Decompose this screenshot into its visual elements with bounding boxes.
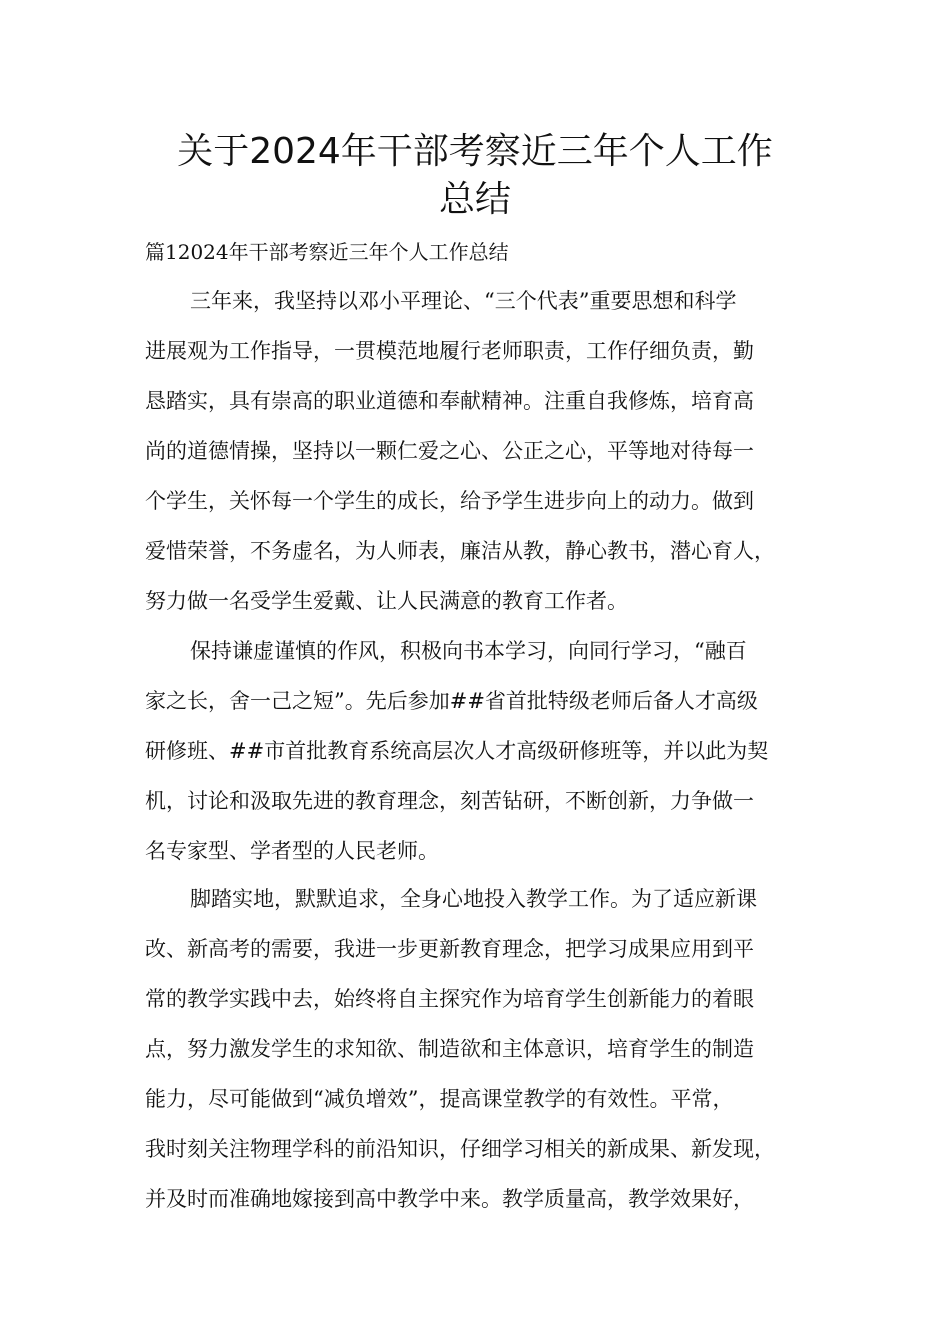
body-line: 进展观为工作指导，一贯模范地履行老师职责，工作仔细负责，勤 (145, 339, 754, 363)
body-line: 改、新高考的需要，我进一步更新教育理念，把学习成果应用到平 (145, 937, 754, 961)
body-line: 并及时而准确地嫁接到高中教学中来。教学质量高，教学效果好， (145, 1187, 754, 1211)
body-line: 三年来，我坚持以邓小平理论、“三个代表”重要思想和科学 (190, 289, 737, 313)
title-line-1: 关于2024年干部考察近三年个人工作 (177, 131, 773, 172)
body-line: 脚踏实地，默默追求，全身心地投入教学工作。为了适应新课 (190, 887, 757, 911)
body-line: 保持谦虚谨慎的作风，积极向书本学习，向同行学习，“融百 (190, 639, 747, 663)
body-line: 爱惜荣誉，不务虚名，为人师表，廉洁从教，静心教书，潜心育人， (145, 539, 775, 563)
body-line: 能力，尽可能做到“减负增效”，提高课堂教学的有效性。平常， (145, 1087, 734, 1111)
document-title (130, 128, 820, 224)
body-line: 常的教学实践中去，始终将自主探究作为培育学生创新能力的着眼 (145, 987, 754, 1011)
body-line: 研修班、##市首批教育系统高层次人才高级研修班等，并以此为契 (145, 739, 769, 763)
body-line: 个学生，关怀每一个学生的成长，给予学生进步向上的动力。做到 (145, 489, 754, 513)
body-line: 努力做一名受学生爱戴、让人民满意的教育工作者。 (145, 589, 628, 613)
title-line-2: 总结 (438, 179, 511, 220)
body-line: 机，讨论和汲取先进的教育理念，刻苦钻研，不断创新，力争做一 (145, 789, 754, 813)
body-line: 恳踏实，具有崇高的职业道德和奉献精神。注重自我修炼，培育高 (145, 389, 754, 413)
body-line: 点，努力激发学生的求知欲、制造欲和主体意识，培育学生的制造 (145, 1037, 754, 1061)
body-line: 我时刻关注物理学科的前沿知识，仔细学习相关的新成果、新发现， (145, 1137, 775, 1161)
body-line: 尚的道德情操，坚持以一颗仁爱之心、公正之心，平等地对待每一 (145, 439, 754, 463)
document-subtitle: 篇12024年干部考察近三年个人工作总结 (145, 240, 509, 264)
body-line: 家之长，舍一己之短”。先后参加##省首批特级老师后备人才高级 (145, 689, 758, 713)
body-line: 名专家型、学者型的人民老师。 (145, 839, 439, 863)
